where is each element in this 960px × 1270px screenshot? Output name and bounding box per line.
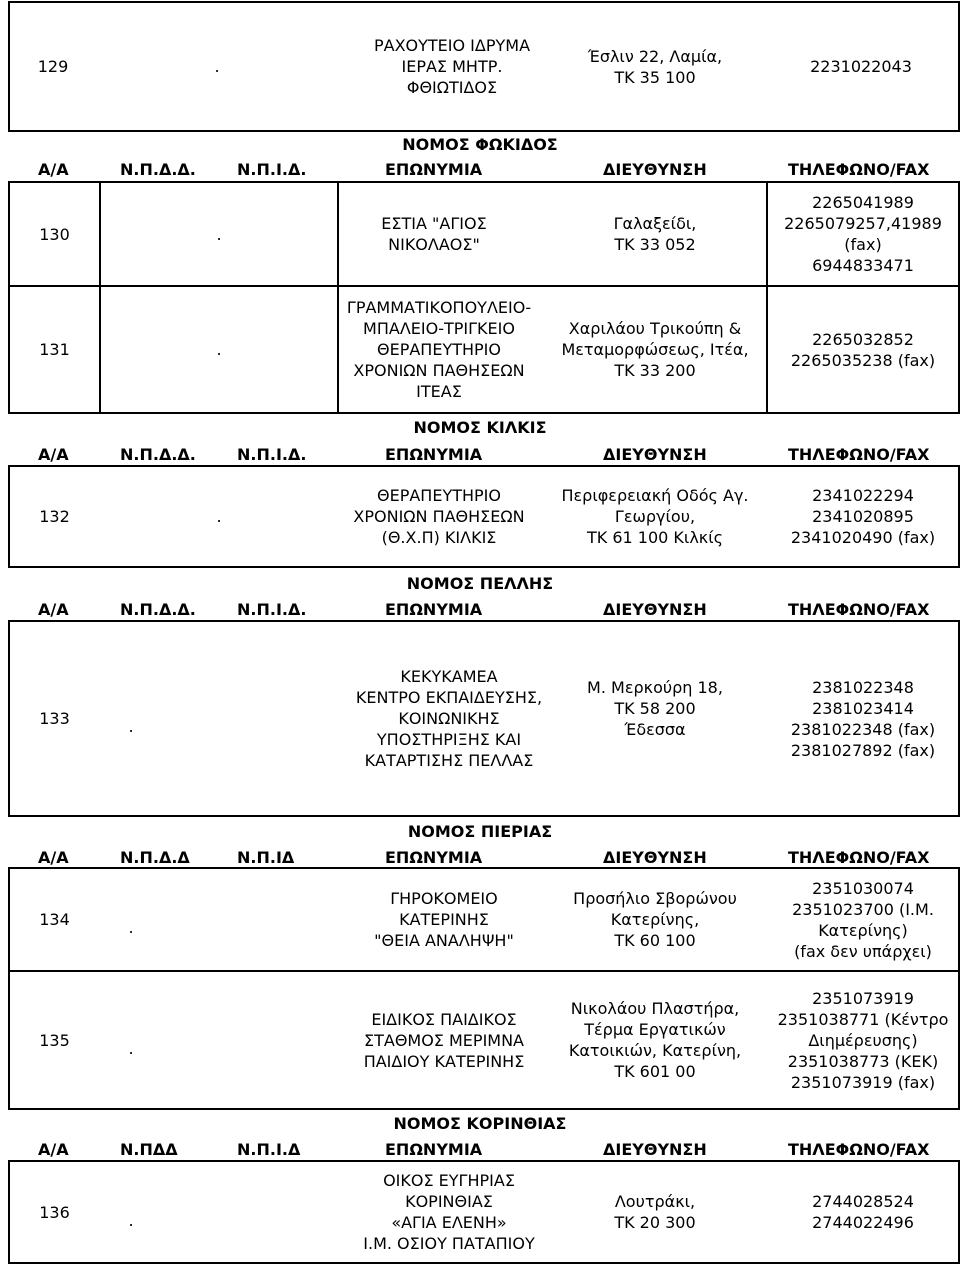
column-header-npid: Ν.Π.Ι.Δ. xyxy=(237,160,307,179)
column-header-name: ΕΠΩΝΥΜΙΑ xyxy=(385,160,483,179)
column-header-npdd: Ν.Π.Δ.Δ. xyxy=(120,445,196,464)
column-header-phone: ΤΗΛΕΦΩΝΟ/FAX xyxy=(788,160,930,179)
org-name: ΘΕΡΑΠΕΥΤΗΡΙΟ ΧΡΟΝΙΩΝ ΠΑΘΗΣΕΩΝ (Θ.Χ.Π) ΚΙΛΚΙΣ xyxy=(353,486,525,547)
column-header-phone: ΤΗΛΕΦΩΝΟ/FAX xyxy=(788,445,930,464)
row-number: 135 xyxy=(39,1030,70,1050)
row-dot: . xyxy=(216,224,222,244)
org-phone: 2231022043 xyxy=(810,57,912,76)
column-header-address: ΔΙΕΥΘΥΝΣΗ xyxy=(603,160,707,179)
rule-line xyxy=(8,130,960,132)
column-header-address: ΔΙΕΥΘΥΝΣΗ xyxy=(603,600,707,619)
row-number: 130 xyxy=(39,224,70,244)
rule-line xyxy=(8,412,960,414)
column-header-npid: Ν.Π.Ι.Δ xyxy=(237,1140,301,1159)
row-number: 132 xyxy=(39,507,70,526)
column-header-phone: ΤΗΛΕΦΩΝΟ/FAX xyxy=(788,600,930,619)
region-title: ΝΟΜΟΣ ΚΙΛΚΙΣ xyxy=(413,418,547,437)
column-header-address: ΔΙΕΥΘΥΝΣΗ xyxy=(603,445,707,464)
column-header-phone: ΤΗΛΕΦΩΝΟ/FAX xyxy=(788,848,930,867)
org-phone: 2351030074 2351023700 (Ι.Μ. Κατερίνης) (fax δεν υπάρχει) xyxy=(792,878,934,961)
org-name: ΡΑΧΟΥΤΕΙΟ ΙΔΡΥΜΑ ΙΕΡΑΣ ΜΗΤΡ. ΦΘΙΩΤΙΔΟΣ xyxy=(373,36,531,97)
region-title: ΝΟΜΟΣ ΠΙΕΡΙΑΣ xyxy=(407,822,553,841)
rule-line xyxy=(8,566,960,568)
org-name: ΓΡΑΜΜΑΤΙΚΟΠΟΥΛΕΙΟ- ΜΠΑΛΕΙΟ-ΤΡΙΓΚΕΙΟ ΘΕΡΑΠΕΥΤΗΡΙΟ ΧΡΟΝΙΩΝ ΠΑΘΗΣΕΩΝ ΙΤΕΑΣ xyxy=(346,298,532,401)
org-name: ΚΕΚΥΚΑΜΕΑ ΚΕΝΤΡΟ ΕΚΠΑΙΔΕΥΣΗΣ, ΚΟΙΝΩΝΙΚΗΣ ΥΠΟΣΤΗΡΙΞΗΣ ΚΑΙ ΚΑΤΑΡΤΙΣΗΣ ΠΕΛΛΑΣ xyxy=(355,667,543,770)
row-number: 129 xyxy=(37,57,69,76)
org-address: Προσήλιο Σβορώνου Κατερίνης, ΤΚ 60 100 xyxy=(573,889,737,950)
org-name: ΕΣΤΙΑ "ΑΓΙΟΣ ΝΙΚΟΛΑΟΣ" xyxy=(381,214,487,254)
org-address: Γαλαξείδι, ΤΚ 33 052 xyxy=(613,214,697,254)
row-dot: . xyxy=(128,1210,134,1230)
org-phone: 2265032852 2265035238 (fax) xyxy=(790,329,936,370)
org-name: ΕΙΔΙΚΟΣ ΠΑΙΔΙΚΟΣ ΣΤΑΘΜΟΣ ΜΕΡΙΜΝΑ ΠΑΙΔΙΟΥ ΚΑΤΕΡΙΝΗΣ xyxy=(363,1009,525,1071)
org-phone: 2351073919 2351038771 (Κέντρο Διημέρευσης) 2351038773 (ΚΕΚ) 2351073919 (fax) xyxy=(777,988,949,1092)
org-phone: 2341022294 2341020895 2341020490 (fax) xyxy=(790,486,936,547)
row-number: 134 xyxy=(39,910,70,929)
column-header-npid: Ν.Π.Ι.Δ. xyxy=(237,600,307,619)
column-header-address: ΔΙΕΥΘΥΝΣΗ xyxy=(603,1140,707,1159)
row-dot: . xyxy=(128,717,134,736)
column-header-name: ΕΠΩΝΥΜΙΑ xyxy=(385,1140,483,1159)
row-number: 131 xyxy=(39,340,70,359)
org-name: ΟΙΚΟΣ ΕΥΓΗΡΙΑΣ ΚΟΡΙΝΘΙΑΣ «ΑΓΙΑ ΕΛΕΝΗ» Ι.Μ. ΟΣΙΟΥ ΠΑΤΑΠΙΟΥ xyxy=(363,1171,535,1253)
row-dot: . xyxy=(216,507,222,526)
column-header-name: ΕΠΩΝΥΜΙΑ xyxy=(385,445,483,464)
column-header-name: ΕΠΩΝΥΜΙΑ xyxy=(385,600,483,619)
org-phone: 2744028524 2744022496 xyxy=(812,1192,914,1232)
column-header-address: ΔΙΕΥΘΥΝΣΗ xyxy=(603,848,707,867)
column-header-aa: Α/Α xyxy=(38,848,69,867)
row-dot: . xyxy=(216,340,222,359)
column-header-npdd: Ν.ΠΔΔ xyxy=(120,1140,178,1159)
org-phone: 2265041989 2265079257,41989 (fax) 6944833471 xyxy=(784,193,942,275)
org-address: Μ. Μερκούρη 18, ΤΚ 58 200 Έδεσσα xyxy=(587,678,723,739)
column-header-npdd: Ν.Π.Δ.Δ. xyxy=(120,600,196,619)
row-dot: . xyxy=(214,57,220,76)
column-header-npid: Ν.Π.ΙΔ xyxy=(237,848,295,867)
row-dot: . xyxy=(128,918,134,937)
column-header-aa: Α/Α xyxy=(38,160,69,179)
column-header-npdd: Ν.Π.Δ.Δ xyxy=(120,848,190,867)
org-address: Έσλιν 22, Λαμία, ΤΚ 35 100 xyxy=(587,46,723,87)
column-header-aa: Α/Α xyxy=(38,600,69,619)
column-header-aa: Α/Α xyxy=(38,1140,69,1159)
org-address: Λουτράκι, ΤΚ 20 300 xyxy=(614,1192,696,1232)
region-title: ΝΟΜΟΣ ΦΩΚΙΔΟΣ xyxy=(402,135,558,154)
region-title: ΝΟΜΟΣ ΚΟΡΙΝΘΙΑΣ xyxy=(393,1114,567,1133)
row-dot: . xyxy=(128,1038,134,1058)
region-title: ΝΟΜΟΣ ΠΕΛΛΗΣ xyxy=(406,574,554,593)
org-phone: 2381022348 2381023414 2381022348 (fax) 2381027892 (fax) xyxy=(790,677,936,760)
column-header-name: ΕΠΩΝΥΜΙΑ xyxy=(385,848,483,867)
row-number: 133 xyxy=(39,709,70,728)
org-address: Νικολάου Πλαστήρα, Τέρμα Εργατικών Κατοικιών, Κατερίνη, ΤΚ 601 00 xyxy=(568,999,742,1081)
org-address: Χαριλάου Τρικούπη & Μεταμορφώσεως, Ιτέα, ΤΚ 33 200 xyxy=(561,319,749,380)
column-header-phone: ΤΗΛΕΦΩΝΟ/FAX xyxy=(788,1140,930,1159)
org-address: Περιφερειακή Οδός Αγ. Γεωργίου, ΤΚ 61 100 Κιλκίς xyxy=(561,486,749,547)
column-header-npid: Ν.Π.Ι.Δ. xyxy=(237,445,307,464)
org-name: ΓΗΡΟΚΟΜΕΙΟ ΚΑΤΕΡΙΝΗΣ "ΘΕΙΑ ΑΝΑΛΗΨΗ" xyxy=(374,889,514,950)
row-number: 136 xyxy=(39,1202,70,1222)
column-header-aa: Α/Α xyxy=(38,445,69,464)
column-header-npdd: Ν.Π.Δ.Δ. xyxy=(120,160,196,179)
